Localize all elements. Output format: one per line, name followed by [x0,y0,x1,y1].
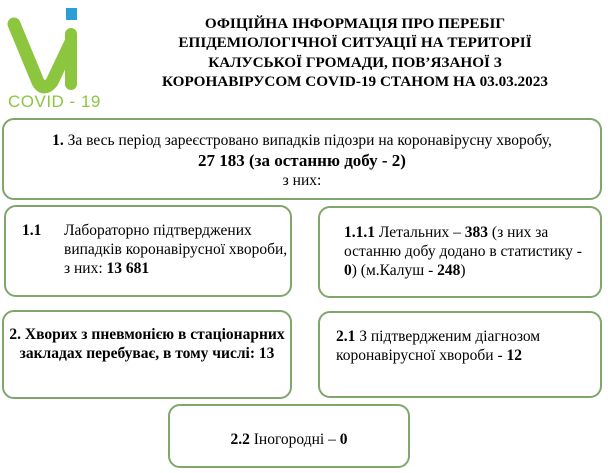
suspected-cases-label: За весь період зареєстровано випадків підозри на коронавірусну хворобу, [63,132,552,149]
title-line-4: КОРОНАВІРУСОМ COVID-19 СТАНОМ НА 03.03.2023 [162,73,548,91]
deaths-city-value: 248 [437,262,461,279]
nonresidents-value: 0 [339,431,348,448]
title-line-1: ОФІЦІЙНА ІНФОРМАЦІЯ ПРО ПЕРЕБІГ [204,15,506,32]
nonresidents-label: Іногородні – [249,431,340,448]
box-lab-confirmed [4,205,292,297]
logo-text: COVID - 19 [8,92,101,111]
deaths-day-label: (з них за останню добу додано в статистику - [344,224,582,260]
box-confirmed-diagnosis [318,311,602,398]
deaths-value: 383 [464,224,489,241]
suspected-cases-total: 27 183 (за останню добу - 2) [198,151,406,170]
box-deaths [318,206,602,298]
lab-confirmed-text [64,221,289,278]
box-suspected-cases [2,118,602,200]
pneumonia-value: 13 [258,345,275,362]
confirmed-diagnosis-value: 12 [506,347,522,364]
deaths-label: Летальних – [375,224,465,241]
box-pneumonia [2,310,292,399]
pneumonia-label: 2. Хворих з пневмонією в стаціонарних закладах перебуває, в тому числі: [9,326,285,362]
title-line-2: ЕПІДЕМІОЛОГІЧНОЇ СИТУАЦІЇ НА ТЕРИТОРІЇ [178,34,532,52]
section-number: 1.1.1 [344,224,375,241]
box-nonresidents [168,404,410,468]
covid-v-logo-icon [4,4,104,99]
lab-confirmed-label: Лабораторно підтверджених випадків коронавірусної хвороби, з них: [64,222,288,277]
section-number: 1. [52,132,64,149]
deaths-city-label: ) (м.Калуш - [351,262,438,279]
section-number: 1.1 [22,222,42,239]
suspected-cases-suffix: з них: [282,172,322,189]
suspected-cases-text [4,131,600,150]
section-number: 2.1 [336,328,356,345]
confirmed-diagnosis-label: З підтвердженим діагнозом коронавірусної хвороби - [336,328,541,364]
title-line-3: КАЛУСЬКОЇ ГРОМАДИ, ПОВ’ЯЗАНОЇ З [208,53,502,71]
section-number: 2.2 [230,431,250,448]
page-title [106,14,604,92]
deaths-day-value: 0 [344,262,352,279]
lab-confirmed-value: 13 681 [106,260,150,277]
deaths-close: ) [460,262,466,279]
